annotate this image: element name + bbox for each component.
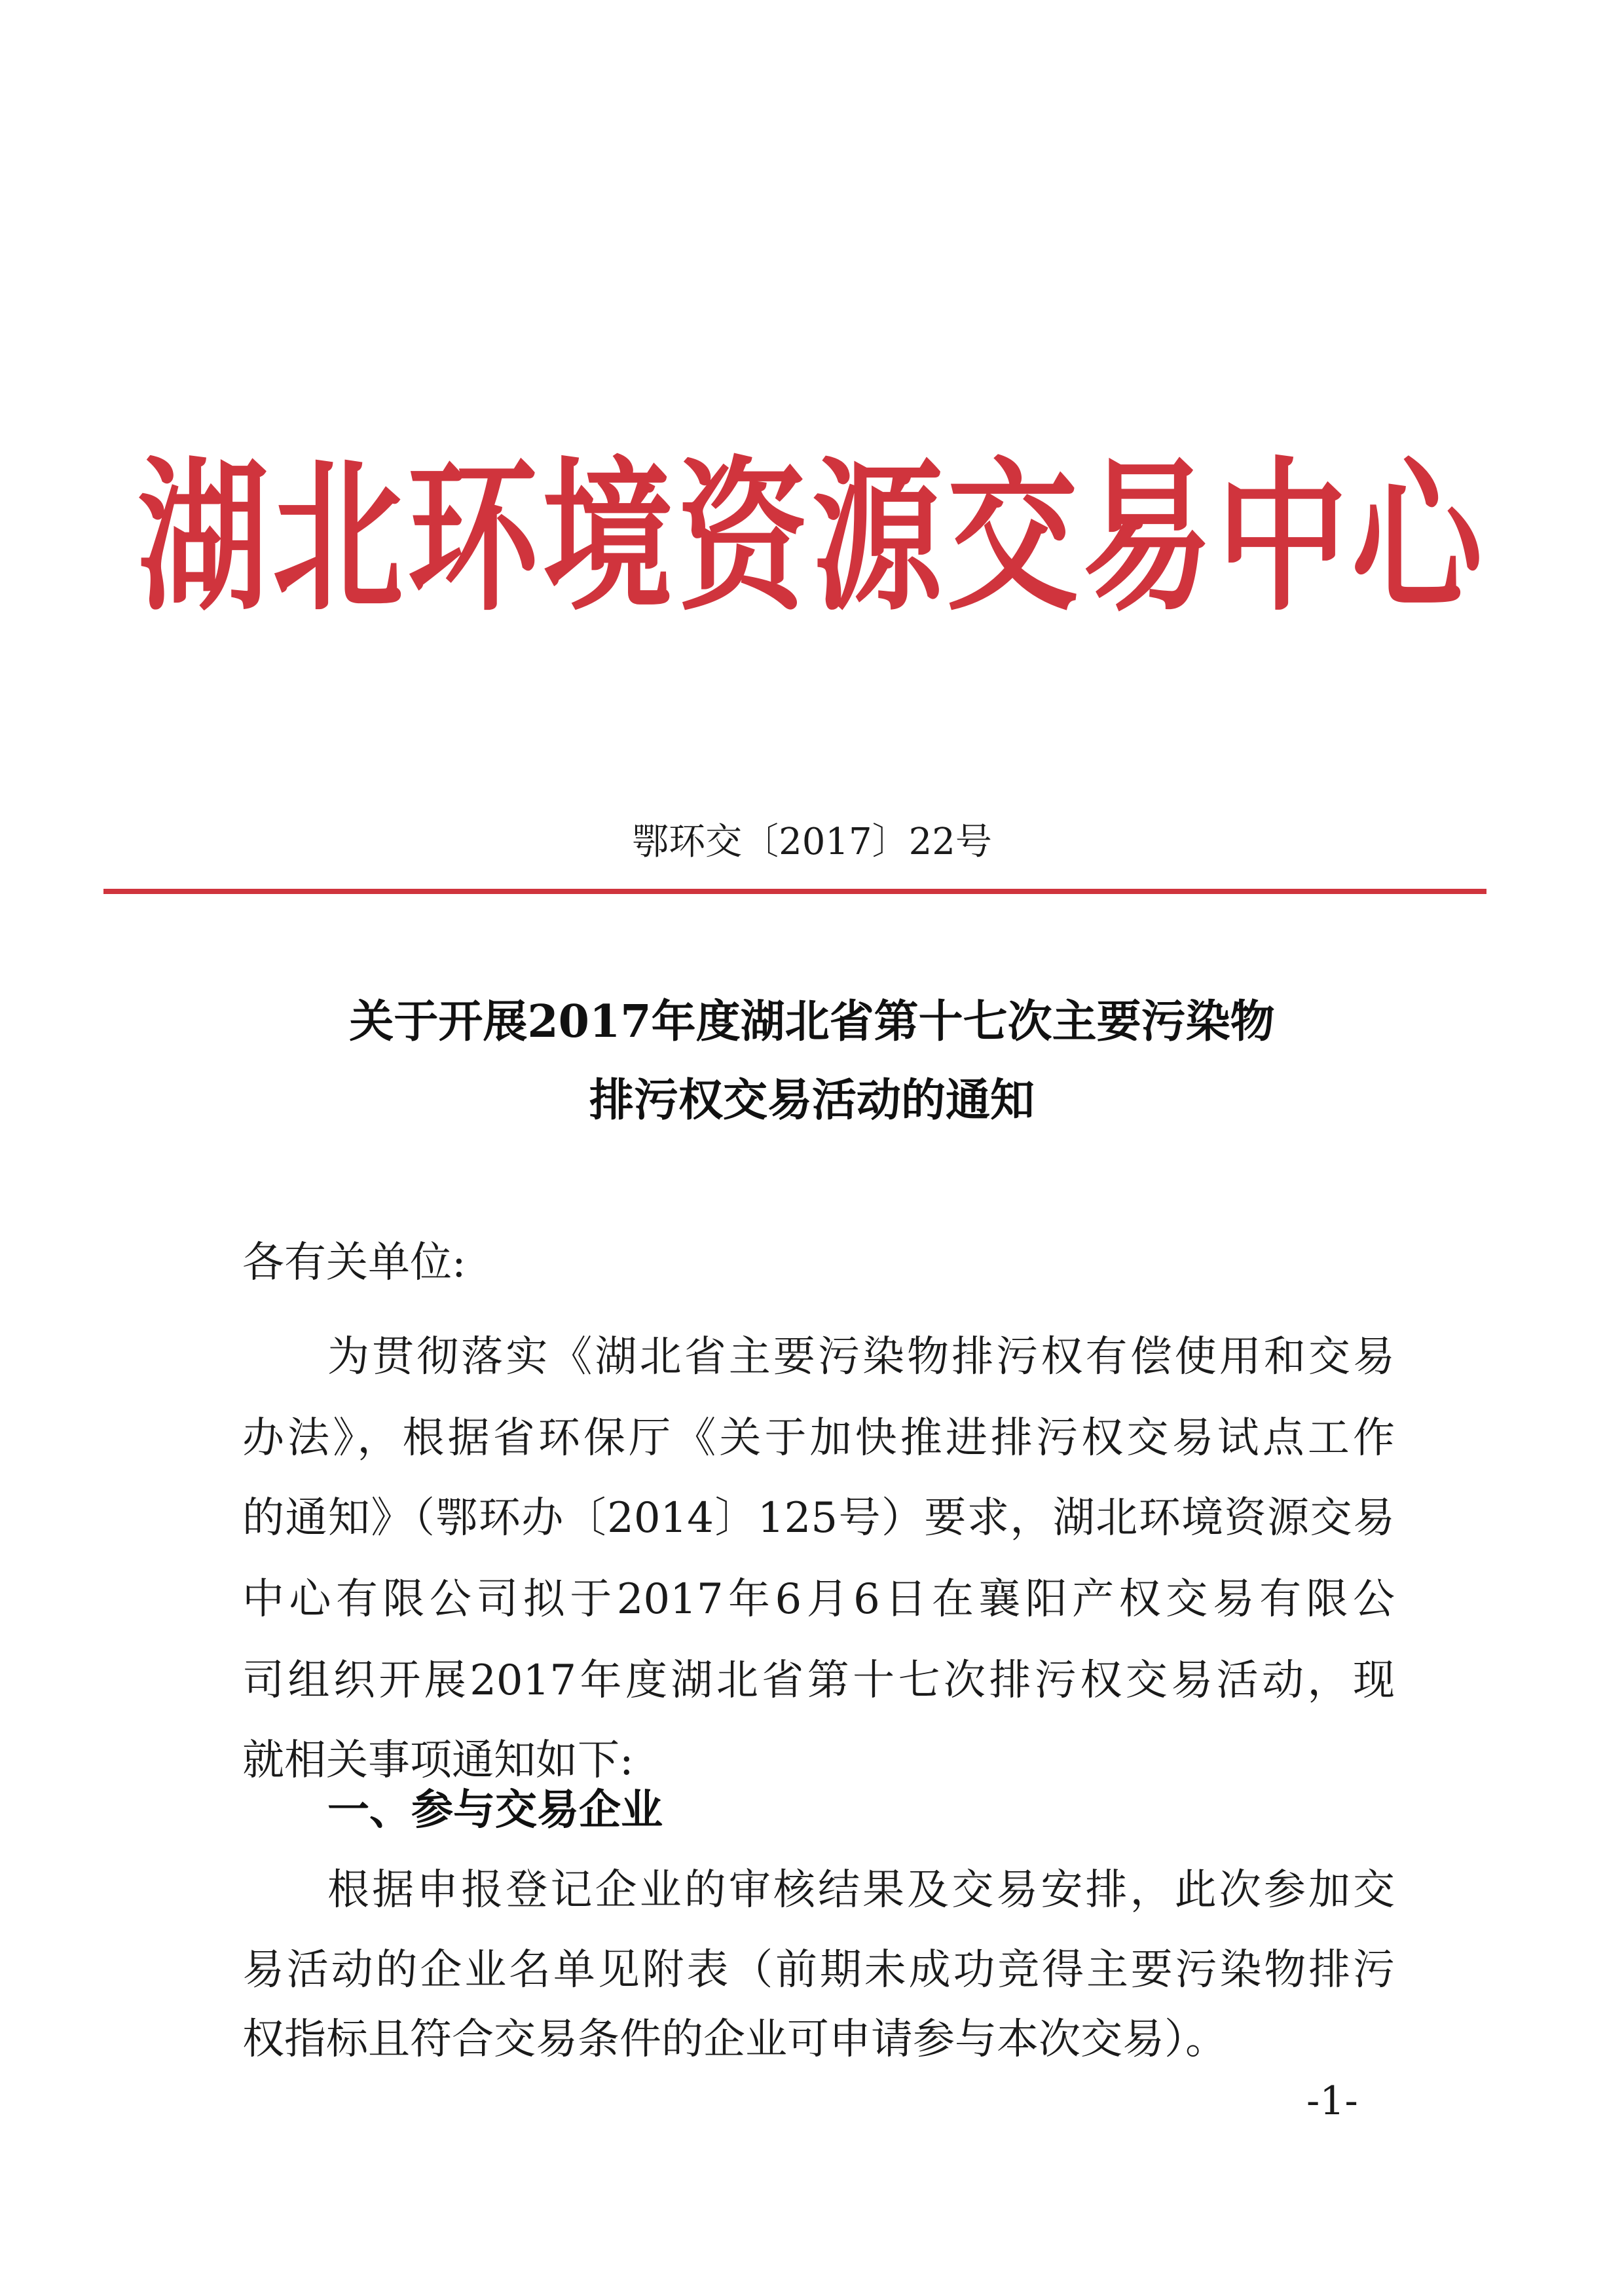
section-1-heading: 一、参与交易企业 (327, 1786, 663, 1835)
paragraph-2-line-2: 易活动的企业名单见附表（前期未成功竞得主要污染物排污 (242, 1946, 1395, 1994)
page-number: -1- (1306, 2078, 1358, 2124)
paragraph-1-line-5: 司组织开展2017年度湖北省第十七次排污权交易活动，现 (242, 1656, 1395, 1705)
paragraph-1-line-2: 办法》，根据省环保厅《关于加快推进排污权交易试点工作 (242, 1414, 1395, 1463)
paragraph-2-line-1: 根据申报登记企业的审核结果及交易安排，此次参加交 (327, 1866, 1395, 1914)
document-number: 鄂环交〔2017〕22号 (632, 821, 992, 863)
paragraph-1-line-1: 为贯彻落实《湖北省主要污染物排污权有偿使用和交易 (327, 1333, 1395, 1381)
red-separator-line (103, 889, 1486, 894)
paragraph-1-line-3: 的通知》（鄂环办〔2014〕125号）要求，湖北环境资源交易 (242, 1494, 1395, 1542)
paragraph-1-line-4: 中心有限公司拟于2017年6月6日在襄阳产权交易有限公 (242, 1575, 1395, 1624)
paragraph-2-line-3: 权指标且符合交易条件的企业可申请参与本次交易）。 (242, 2015, 1227, 2064)
paragraph-1-line-6: 就相关事项通知如下: (242, 1736, 634, 1785)
salutation: 各有关单位: (242, 1239, 466, 1287)
notice-title-line-2: 排污权交易活动的通知 (589, 1074, 1035, 1127)
notice-title-line-1: 关于开展2017年度湖北省第十七次主要污染物 (349, 996, 1275, 1048)
issuing-organization-masthead: 湖北环境资源交易中心 (137, 443, 1486, 634)
